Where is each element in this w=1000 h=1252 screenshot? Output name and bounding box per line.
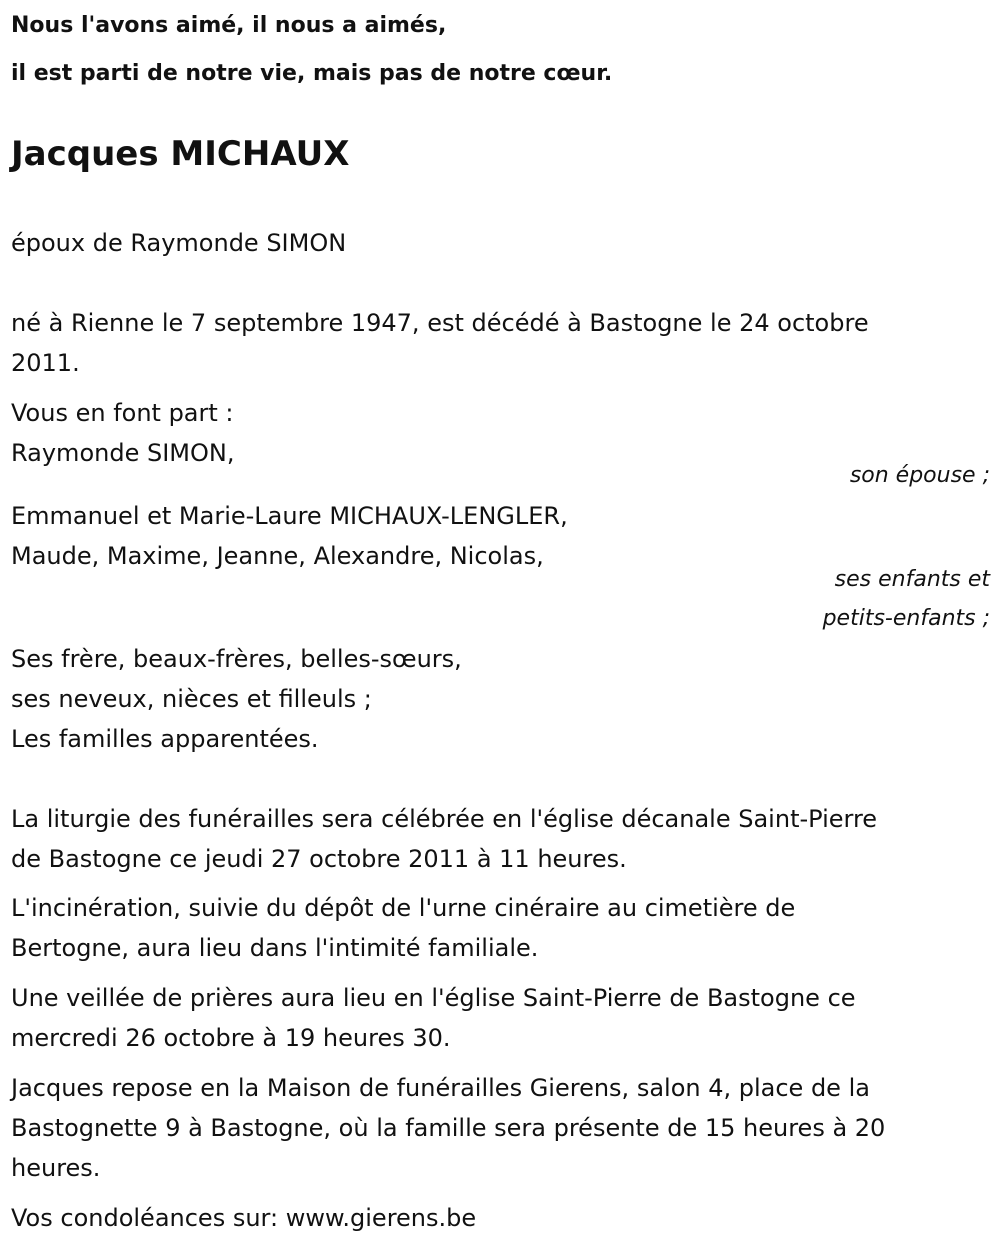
liturgy-line-1: La liturgie des funérailles sera célébrée en l'église décanale Saint-Pierre <box>11 805 878 833</box>
liturgy-line-2: de Bastogne ce jeudi 27 octobre 2011 à 11 heures. <box>11 845 627 873</box>
deceased-name: Jacques MICHAUX <box>11 134 350 174</box>
condolences-link[interactable]: www.gierens.be <box>285 1204 477 1232</box>
spouse-role: son épouse ; <box>849 463 990 488</box>
vigil-paragraph <box>11 978 986 1058</box>
cremation-line-2: Bertogne, aura lieu dans l'intimité familiale. <box>11 934 539 962</box>
vigil-line-2: mercredi 26 octobre à 19 heures 30. <box>11 1024 451 1052</box>
condolences-label: Vos condoléances sur: <box>11 1204 279 1232</box>
cremation-paragraph <box>11 888 986 968</box>
cremation-line-1: L'incinération, suivie du dépôt de l'urne cinéraire au cimetière de <box>11 894 796 922</box>
birth-death-line-1: né à Rienne le 7 septembre 1947, est décédé à Bastogne le 24 octobre <box>11 309 869 337</box>
condolences-line <box>11 1198 986 1238</box>
announcement-spouse: Raymonde SIMON, <box>11 439 235 467</box>
repose-line-2: Bastognette 9 à Bastogne, où la famille sera présente de 15 heures à 20 <box>11 1114 886 1142</box>
liturgy-paragraph <box>11 799 986 879</box>
birth-death-line-2: 2011. <box>11 349 80 377</box>
children-role-line-2: petits-enfants ; <box>822 606 990 631</box>
announcement-intro: Vous en font part : <box>11 399 234 427</box>
repose-line-1: Jacques repose en la Maison de funérailles Gierens, salon 4, place de la <box>11 1074 870 1102</box>
epigraph-line-1: Nous l'avons aimé, il nous a aimés, <box>11 13 447 38</box>
family-line-2: ses neveux, nièces et filleuls ; <box>11 685 372 713</box>
epigraph-line-2: il est parti de notre vie, mais pas de notre cœur. <box>11 61 613 86</box>
repose-paragraph <box>11 1068 986 1188</box>
family-line-3: Les familles apparentées. <box>11 725 319 753</box>
children-line-1: Emmanuel et Marie-Laure MICHAUX-LENGLER, <box>11 502 568 530</box>
family-line-1: Ses frère, beaux-frères, belles-sœurs, <box>11 645 462 673</box>
children-line-2: Maude, Maxime, Jeanne, Alexandre, Nicolas, <box>11 542 544 570</box>
announcement-intro-block <box>11 393 986 473</box>
vigil-line-1: Une veillée de prières aura lieu en l'église Saint-Pierre de Bastogne ce <box>11 984 856 1012</box>
spouse-line: époux de Raymonde SIMON <box>11 229 347 257</box>
repose-line-3: heures. <box>11 1154 101 1182</box>
children-role-line-1: ses enfants et <box>834 567 990 592</box>
family-block <box>11 639 986 759</box>
birth-death-paragraph <box>11 303 986 383</box>
